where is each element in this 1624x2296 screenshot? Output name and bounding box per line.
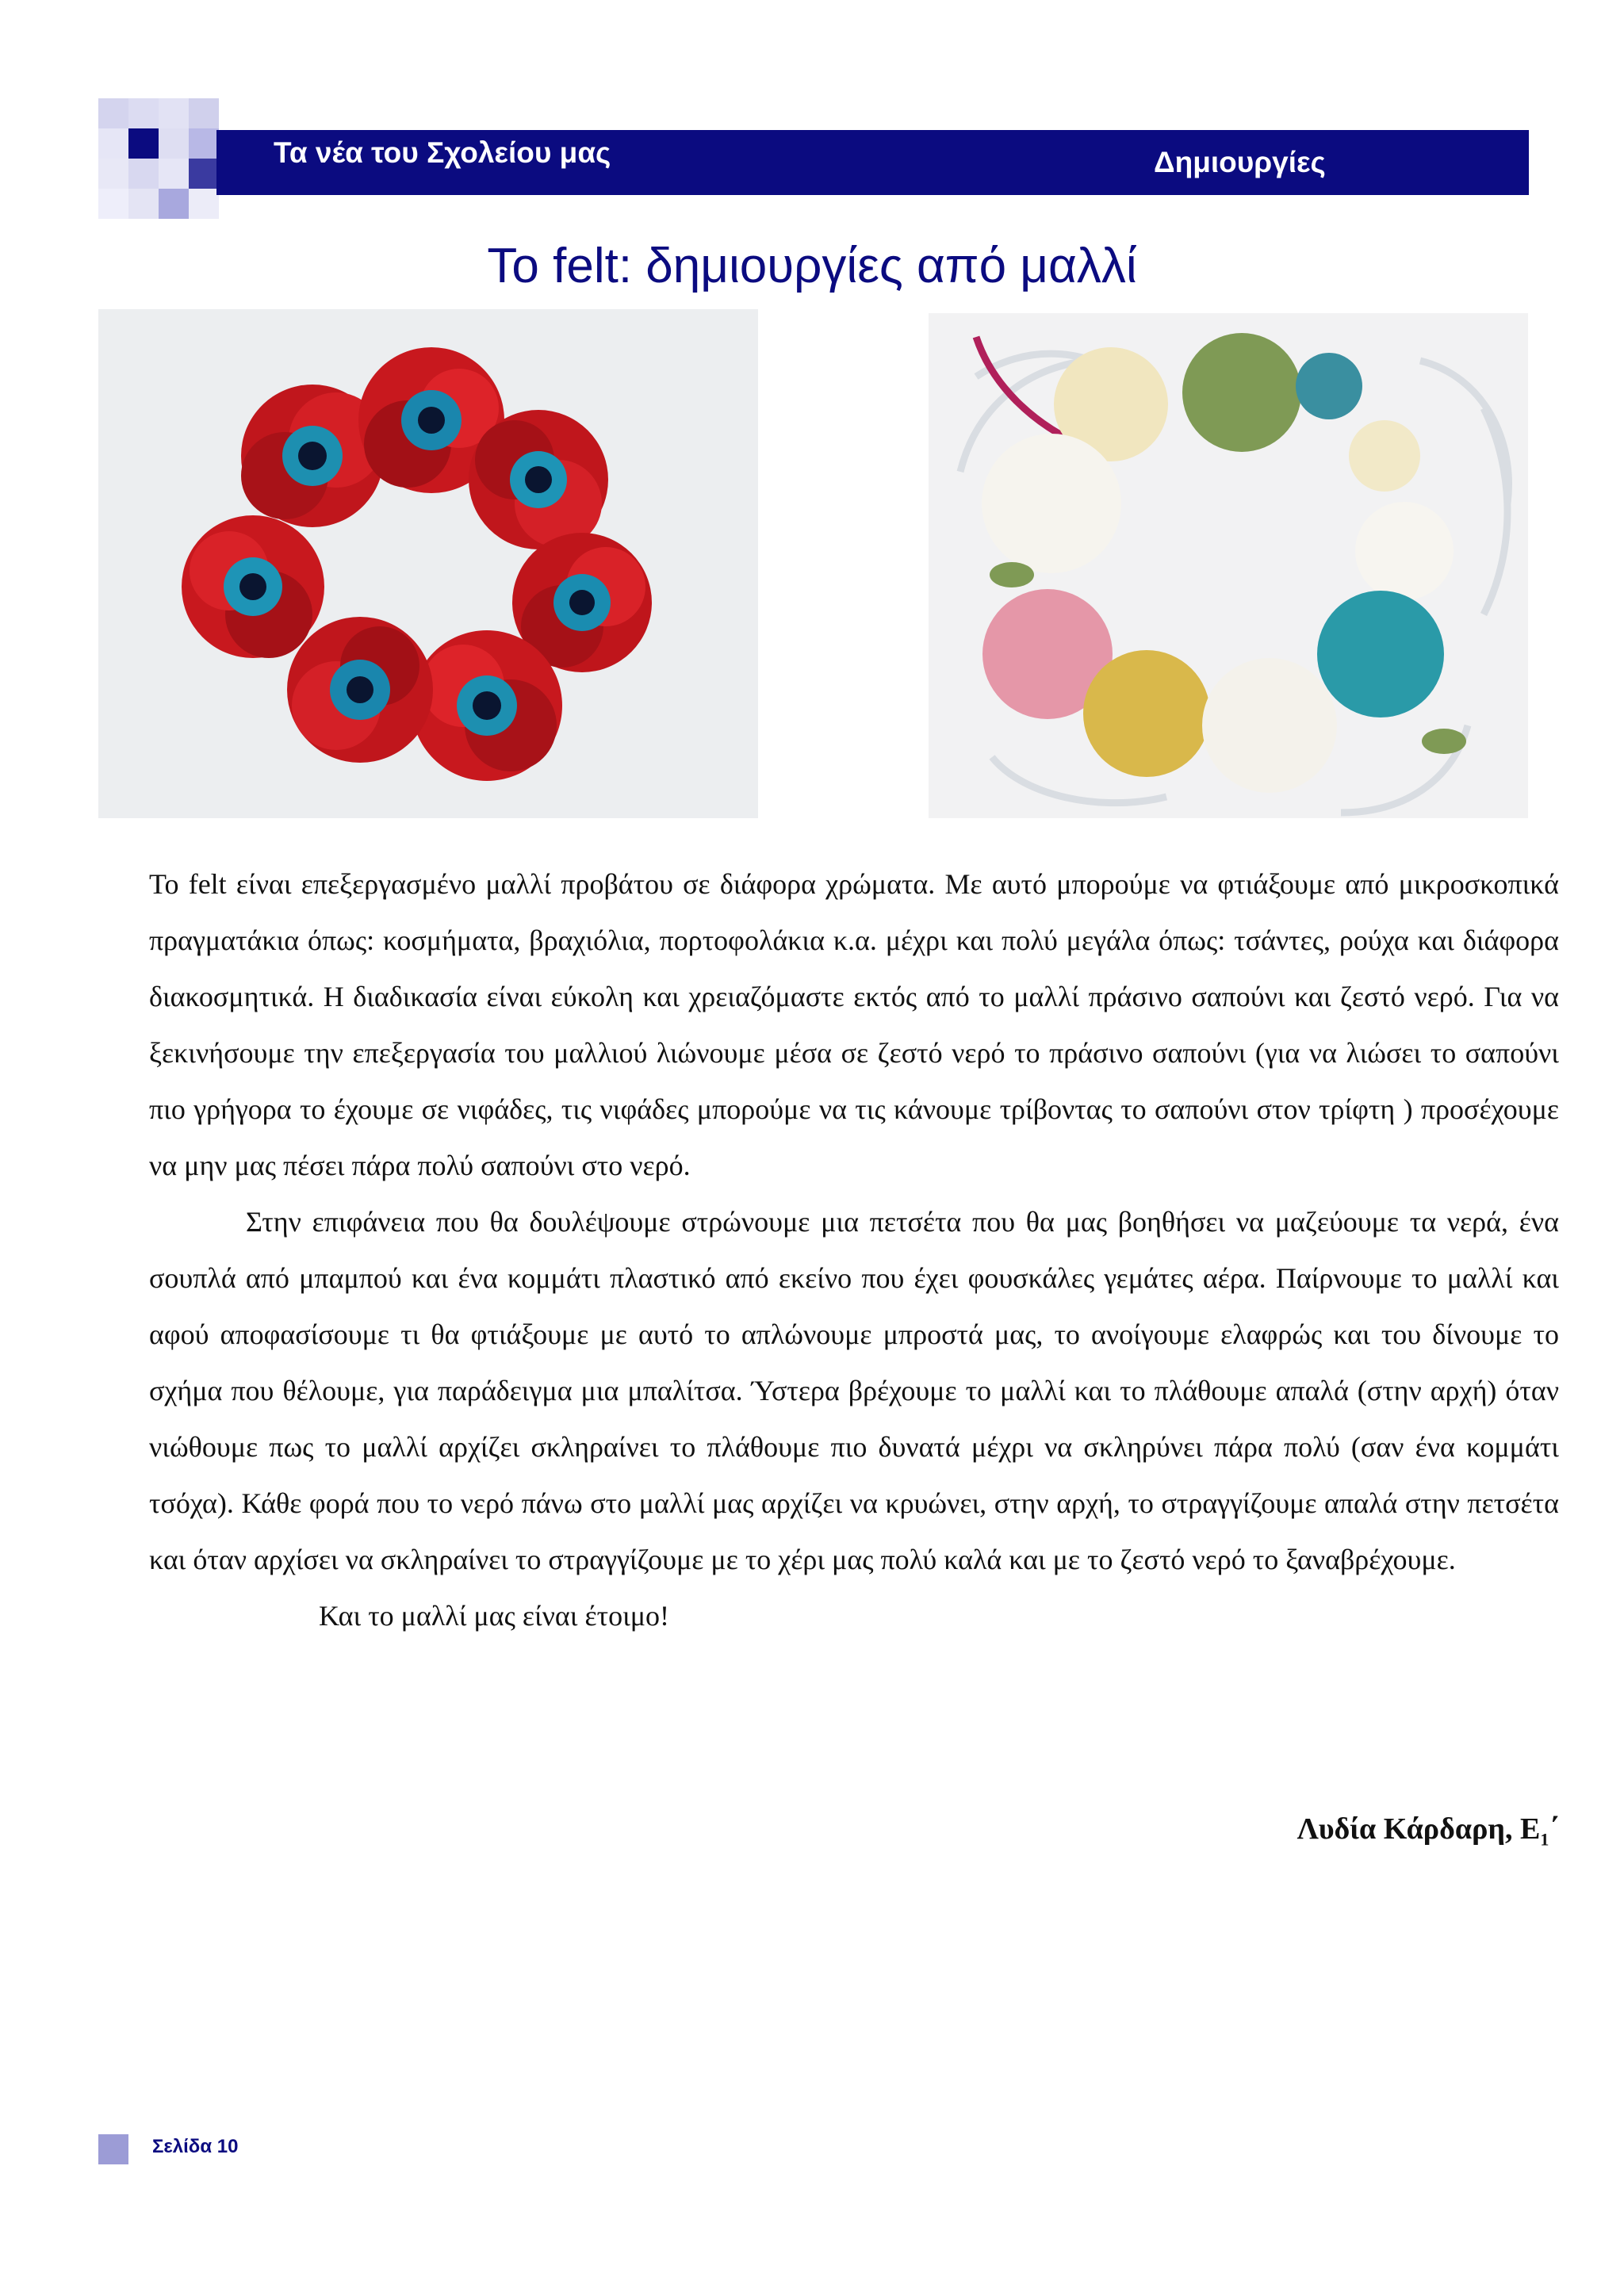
section-label: Δημιουργίες — [1154, 146, 1326, 178]
red-felt-flower-wreath-photo — [98, 309, 758, 818]
page-title: Το felt: δημιουργίες από μαλλί — [487, 239, 1137, 293]
article-paragraph-1: Το felt είναι επεξεργασμένο μαλλί προβάτου σε διάφορα χρώματα. Με αυτό μπορούμε να φτιάξουμε από μικροσκοπικά πραγματάκια όπως: κοσμήματα, βραχιόλια, πορτοφολάκια κ.α. μέχρι και πολύ μεγάλα όπως: τσάντες, ρούχα και διάφορα διακοσμητικά. Η διαδικασία είναι εύκολη και χρειαζόμαστε εκτός από το μαλλί πράσινο σαπούνι και ζεστό νερό. Για να ξεκινήσουμε την επεξεργασία του μαλλιού λιώνουμε μέσα σε ζεστό νερό το πράσινο σαπούνι (για να λιώσει το σαπούνι πιο γρήγορα το έχουμε σε νιφάδες, τις νιφάδες μπορούμε να τις κάνουμε τρίβοντας το σαπούνι στον τρίφτη ) προσέχουμε να μην μας πέσει πάρα πολύ σαπούνι στο νερό. — [149, 868, 1559, 1181]
author-signature — [1297, 1812, 1559, 1850]
author-name: Λυδία Κάρδαρη, Ε — [1297, 1812, 1541, 1846]
pastel-felt-flower-headbands-photo — [929, 313, 1528, 818]
footer-square-icon — [98, 2134, 128, 2164]
author-class-subscript: 1 — [1540, 1829, 1549, 1850]
article-paragraph-2: Στην επιφάνεια που θα δουλέψουμε στρώνουμε μια πετσέτα που θα μας βοηθήσει να μαζεύουμε τα νερά, ένα σουπλά από μπαμπού και ένα κομμάτι πλαστικό από εκείνο που έχει φουσκάλες γεμάτες αέρα. Παίρνουμε το μαλλί και αφού αποφασίσουμε τι θα φτιάξουμε με αυτό το απλώνουμε μπροστά μας, το ανοίγουμε ελαφρώς και του δίνουμε το σχήμα που θέλουμε, για παράδειγμα μια μπαλίτσα. Ύστερα βρέχουμε το μαλλί και το πλάθουμε απαλά (στην αρχή) όταν νιώθουμε πως το μαλλί αρχίζει σκληραίνει το πλάθουμε πιο δυνατά μέχρι να σκληρύνει πάρα πολύ (σαν ένα κομμάτι τσόχα). Κάθε φορά που το νερό πάνω στο μαλλί μας αρχίζει να κρυώνει, στην αρχή, το στραγγίζουμε απαλά στην πετσέτα και όταν αρχίσει να σκληραίνει το στραγγίζουμε με το χέρι μας πολύ καλά και με το ζεστό νερό το ξαναβρέχουμε. — [149, 1206, 1559, 1575]
page-number: Σελίδα 10 — [152, 2136, 239, 2157]
article-body — [149, 856, 1559, 1644]
header-decoration — [0, 0, 1624, 238]
article-paragraph-3: Και το μαλλί μας είναι έτοιμο! — [319, 1600, 670, 1632]
newsletter-title: Τα νέα του Σχολείου μας — [274, 136, 611, 169]
author-class-suffix: ΄ — [1549, 1812, 1559, 1846]
